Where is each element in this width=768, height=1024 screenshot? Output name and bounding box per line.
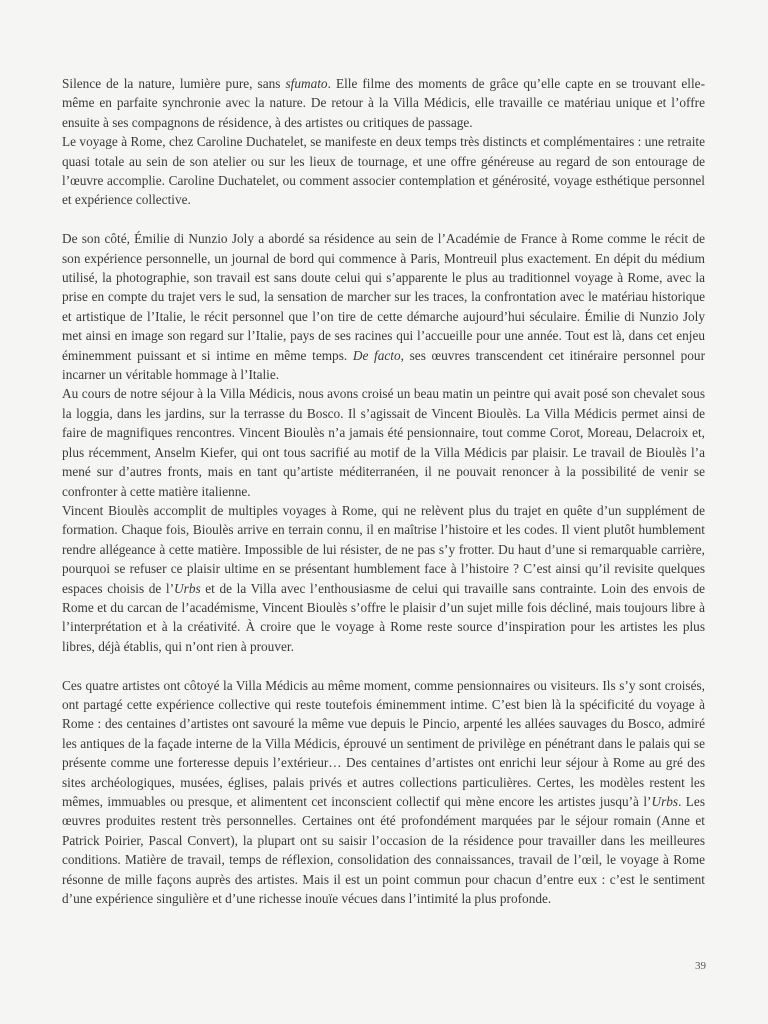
body-text bbox=[62, 74, 705, 908]
italic-term: sfumato bbox=[285, 76, 328, 91]
paragraph-5: Vincent Bioulès accomplit de multiples voyages à Rome, qui ne relèvent plus du trajet en quête d’un supplément de formation. Chaque fois, Bioulès arrive en terrain connu, il en maîtrise l’histoire et les codes. Il vient plutôt humblement rendre allégeance à cette matière. Impossible de lui résister, de ne pas s’y frotter. Du haut d’une si remarquable carrière, pourquoi se refuser ce plaisir ultime en se présentant humblement face à l’histoire ? C’est ainsi qu’il revisite quelques espaces choisis de l’Urbs et de la Villa avec l’enthousiasme de celui qui travaille sans contrainte. Loin des envois de Rome et du carcan de l’académisme, Vincent Bioulès s’offre le plaisir d’un sujet mille fois décliné, mais toujours libre à l’interprétation et à la créativité. À croire que le voyage à Rome reste source d’inspiration pour les artistes les plus libres, déjà établis, qui n’ont rien à prouver. bbox=[62, 502, 706, 654]
italic-term: Urbs bbox=[651, 794, 679, 809]
paragraph-1: Silence de la nature, lumière pure, sans sfumato. Elle filme des moments de grâce qu’elle capte en se trouvant elle-même en parfaite synchronie avec la nature. De retour à la Villa Médicis, elle travaille ce matériau unique et l’offre ensuite à ses compagnons de résidence, à des artistes ou critiques de passage. bbox=[62, 76, 706, 130]
italic-term: De facto bbox=[352, 347, 401, 363]
paragraph-4: Au cours de notre séjour à la Villa Médicis, nous avons croisé un beau matin un peintre qui avait posé son chevalet sous la loggia, dans les jardins, sur la terrasse du Bosco. Il s’agissait de Vincent Bioulès. La Villa Médicis permet ainsi de faire de magnifiques rencontres. Vincent Bioulès n’a jamais été pensionnaire, tout comme Corot, Moreau, Delacroix et, plus récemment, Anselm Kiefer, qui ont tous sacrifié au motif de la Villa Médicis par plaisir. Le travail de Bioulès l’a mené sur d’autres fronts, mais en tant qu’artiste méditerranéen, il ne pouvait renoncer à la possibilité de venir se confronter à cette matière italienne. bbox=[62, 386, 705, 499]
paragraph-3: De son côté, Émilie di Nunzio Joly a abordé sa résidence au sein de l’Académie de France à Rome comme le récit de son expérience personnelle, un journal de bord qui commence à Paris, Montreuil plus exactement. En dépit du médium utilisé, la photographie, son travail est sans doute celui qui s’apparente le plus au traditionnel voyage à Rome, avec la prise en compte du trajet vers le sud, la sensation de marcher sur les traces, la confrontation avec le matériau historique et artistique de l’Italie, le récit personnel que l’on tire de cette démarche aujourd’hui séculaire. Émilie di Nunzio Joly met ainsi en image son regard sur l’Italie, pays de ses racines qui l’accueille pour une année. Tout est là, dans cet enjeu éminemment puissant et si intime en même temps. De facto, ses œuvres transcendent cet itinéraire personnel pour incarner un véritable hommage à l’Italie. bbox=[62, 231, 705, 383]
italic-term: Urbs bbox=[174, 580, 201, 596]
paragraph-6: Ces quatre artistes ont côtoyé la Villa Médicis au même moment, comme pensionnaires ou visiteurs. Ils s’y sont croisés, ont partagé cette expérience collective qui reste toutefois éminemment intime. C’est bien là la spécificité du voyage à Rome : des centaines d’artistes ont savouré la même vue depuis le Pincio, arpenté les allées sauvages du Bosco, admiré les antiques de la façade interne de la Villa Médicis, éprouvé un sentiment de privilège en pénétrant dans le palais qui se présente comme une forteresse depuis l’extérieur… Des centaines d’artistes ont enrichi leur séjour à Rome au gré des sites archéologiques, musées, églises, palais privés et autres collections particulières. Certes, les modèles restent les mêmes, immuables ou presque, et alimentent cet inconscient collectif qui mène encore les artistes jusqu’à l’Urbs. Les œuvres produites restent très personnelles. Certaines ont été profondément marquées par le séjour romain (Anne et Patrick Poirier, Pascal Convert), la plupart ont su saisir l’occasion de la résidence pour travailler dans les meilleures conditions. Matière de travail, temps de réflexion, consolidation des connaissances, travail de l’œil, le voyage à Rome résonne de mille façons auprès des artistes. Mais il est un point commun pour chacun d’entre eux : c’est le sentiment d’une expérience singulière et d’une richesse inouïe vécues dans l’intimité la plus profonde. bbox=[62, 677, 705, 907]
page-number: 39 bbox=[695, 960, 706, 972]
paragraph-2: Le voyage à Rome, chez Caroline Duchatelet, se manifeste en deux temps très distincts et complémentaires : une retraite quasi totale au sein de son atelier ou sur les lieux de tournage, et une offre généreuse au regard de son entourage de l’œuvre accomplie. Caroline Duchatelet, ou comment associer contemplation et générosité, voyage esthétique personnel et expérience collective. bbox=[62, 134, 705, 208]
